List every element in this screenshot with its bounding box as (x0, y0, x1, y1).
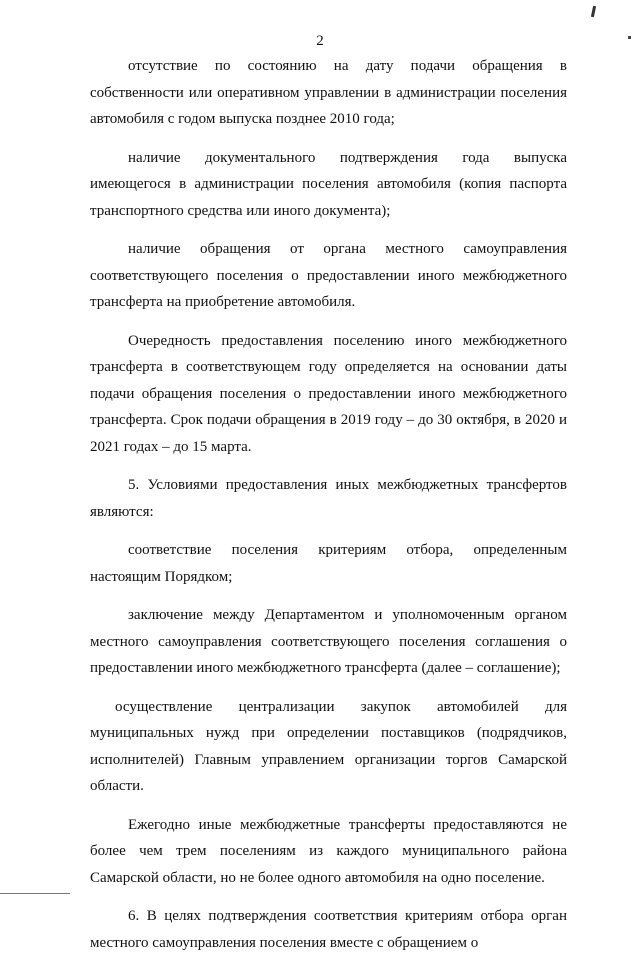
paragraph: 5. Условиями предоставления иных межбюджетных трансфертов являются: (90, 477, 567, 520)
paragraph: наличие документального подтверждения года выпуска имеющегося в администрации поселения автомобиля (копия паспорта транспортного средства или иного документа); (90, 149, 567, 219)
paragraph: отсутствие по состоянию на дату подачи обращения в собственности или оперативном управлении в администрации поселения автомобиля с годом выпуска позднее 2010 года; (90, 58, 567, 127)
paragraph: наличие обращения от органа местного самоуправления соответствующего поселения о предоставлении иного межбюджетного трансферта на приобретение автомобиля. (90, 241, 567, 310)
paragraph: 6. В целях подтверждения соответствия критериям отбора орган местного самоуправления поселения вместе с обращением о (90, 908, 567, 951)
paragraph: соответствие поселения критериям отбора, определенным настоящим Порядком; (90, 542, 567, 585)
paragraph: осуществление централизации закупок автомобилей для муниципальных нужд при определении поставщиков (подрядчиков, исполнителей) Главным управлением организации торгов Самарской области. (90, 698, 567, 794)
document-body (90, 53, 567, 968)
paragraph: Очередность предоставления поселению иного межбюджетного трансферта в соответствующем году определяется на основании даты подачи обращения поселения о предоставлении иного межбюджетного трансферта. Срок подачи обращения в 2019 году – до 30 октября, в 2020 и 2021 годах – до 15 марта. (90, 332, 567, 455)
paragraph: Ежегодно иные межбюджетные трансферты предоставляются не более чем трем поселениям из каждого муниципального района Самарской области, но не более одного автомобиля на одно поселение. (90, 816, 567, 886)
scan-artifact-mark (591, 6, 596, 17)
page-number: 2 (316, 33, 324, 49)
paragraph: заключение между Департаментом и уполномоченным органом местного самоуправления соответствующего поселения соглашения о предоставлении иного межбюджетного трансферта (далее – соглашение); (90, 607, 567, 676)
scan-edge-line (0, 893, 70, 894)
